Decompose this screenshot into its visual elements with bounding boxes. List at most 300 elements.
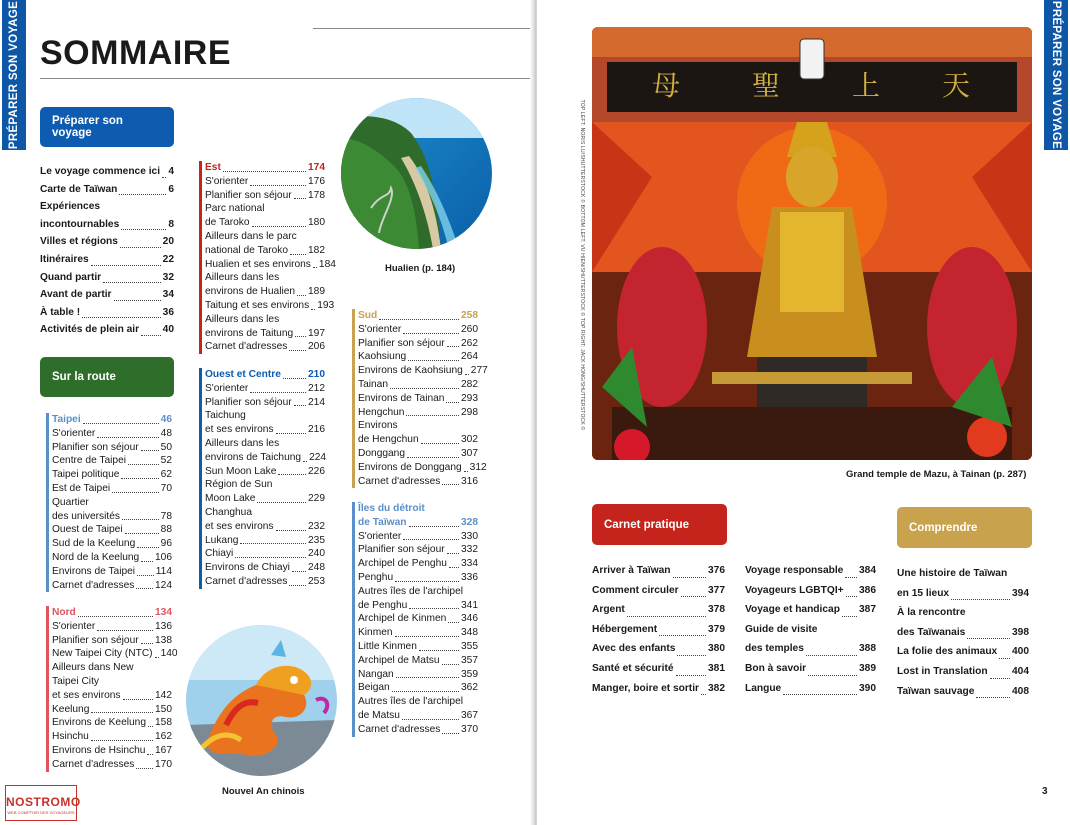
toc-entry-label[interactable]: Région de Sun <box>205 479 273 491</box>
toc-entry[interactable] <box>745 561 876 581</box>
toc-entry[interactable] <box>205 547 325 561</box>
page-number: 3 <box>1042 786 1048 797</box>
toc-entry-page: 46 <box>160 414 172 425</box>
toc-entry-label[interactable]: Une histoire de Taïwan <box>897 568 1008 579</box>
toc-entry[interactable] <box>358 599 478 613</box>
toc-leader-dots <box>235 557 306 558</box>
toc-entry[interactable] <box>52 454 172 468</box>
toc-leader-dots <box>464 471 468 472</box>
toc-section-heading[interactable] <box>358 516 478 530</box>
toc-leader-dots <box>278 474 306 475</box>
toc-entry[interactable] <box>52 744 172 758</box>
toc-entry[interactable] <box>40 163 174 181</box>
toc-entry[interactable] <box>205 561 325 575</box>
toc-entry-label: incontournables <box>40 218 120 230</box>
nostromo-logo[interactable] <box>5 785 81 821</box>
toc-entry[interactable] <box>592 600 725 620</box>
toc-leader-dots <box>408 360 459 361</box>
toc-entry[interactable] <box>205 520 325 534</box>
toc-entry-label: Moon Lake <box>205 493 256 505</box>
toc-entry[interactable] <box>592 659 725 679</box>
toc-entry[interactable] <box>358 323 478 337</box>
left-page <box>0 0 533 825</box>
toc-nord <box>52 606 178 772</box>
toc-entry-label[interactable]: Quartier <box>52 496 89 508</box>
toc-section-heading[interactable] <box>52 606 172 620</box>
chip-comprendre[interactable]: Comprendre <box>897 507 1032 548</box>
toc-entry[interactable] <box>358 543 478 557</box>
toc-entry-label: Hébergement <box>592 623 658 635</box>
toc-entry-label: Archipel de Kinmen <box>358 613 447 625</box>
toc-entry-label: Planifier son séjour <box>358 337 445 349</box>
toc-leader-dots <box>97 437 158 438</box>
toc-entry-page: 62 <box>160 469 172 481</box>
toc-entry-page: 158 <box>155 717 172 729</box>
toc-entry[interactable] <box>205 244 325 258</box>
toc-entry[interactable] <box>745 600 876 620</box>
toc-leader-dots <box>313 267 317 268</box>
toc-entry-page: 334 <box>461 558 478 570</box>
toc-leader-dots <box>406 415 459 416</box>
toc-entry[interactable] <box>52 551 172 565</box>
toc-entry[interactable] <box>205 175 325 189</box>
toc-leader-dots <box>419 650 459 651</box>
temple-sign-char: 天 <box>942 69 971 102</box>
toc-entry-label[interactable]: Ailleurs dans les <box>205 272 280 284</box>
toc-leader-dots <box>276 433 306 434</box>
toc-entry-page: 390 <box>859 682 876 694</box>
toc-entry-page: 134 <box>155 607 172 618</box>
toc-leader-dots <box>82 317 160 318</box>
toc-leader-dots <box>967 638 1010 639</box>
toc-entry-label: Environs de Donggang <box>358 461 462 473</box>
toc-entry-label[interactable]: Taichung <box>205 410 246 422</box>
toc-entry-label: S'orienter <box>52 427 96 439</box>
toc-leader-dots <box>141 643 153 644</box>
toc-entry-page: 386 <box>859 584 876 596</box>
toc-entry[interactable] <box>358 668 478 682</box>
toc-leader-dots <box>141 561 153 562</box>
section-bar <box>46 413 49 592</box>
toc-comprendre <box>897 564 1029 701</box>
toc-entry[interactable] <box>205 396 325 410</box>
toc-entry-page: 96 <box>160 538 172 550</box>
toc-entry-label: Nord <box>52 607 76 618</box>
toc-entry[interactable] <box>205 492 325 506</box>
toc-entry[interactable] <box>358 461 487 475</box>
toc-entry-label: des Taïwanais <box>897 626 966 638</box>
toc-entry[interactable] <box>745 581 876 601</box>
toc-entry[interactable] <box>358 392 478 406</box>
toc-entry[interactable] <box>358 364 488 378</box>
toc-entry[interactable] <box>358 530 478 544</box>
toc-entry[interactable] <box>52 510 172 524</box>
toc-leader-dots <box>627 616 706 617</box>
toc-entry[interactable] <box>592 561 725 581</box>
toc-entry-page: 140 <box>160 648 178 660</box>
toc-entry[interactable] <box>358 475 478 489</box>
toc-entry-label: Lost in Translation <box>897 665 988 677</box>
toc-leader-dots <box>395 581 459 582</box>
toc-entry-page: 260 <box>461 323 478 335</box>
toc-entry[interactable] <box>358 612 478 626</box>
toc-entry-page: 398 <box>1012 626 1029 638</box>
toc-leader-dots <box>465 374 469 375</box>
toc-entry[interactable] <box>745 679 876 699</box>
toc-entry-label[interactable]: Ailleurs dans New <box>52 662 134 674</box>
toc-leader-dots <box>403 539 459 540</box>
toc-entry[interactable] <box>52 634 172 648</box>
toc-entry-label[interactable]: Changhua <box>205 506 253 518</box>
toc-leader-dots <box>407 457 459 458</box>
toc-entry[interactable] <box>897 623 1029 643</box>
toc-entry[interactable] <box>40 233 174 251</box>
toc-section-heading[interactable] <box>205 368 325 382</box>
toc-entry-label: et ses environs <box>205 520 274 532</box>
toc-entry-page: 378 <box>708 604 725 616</box>
toc-leader-dots <box>103 282 161 283</box>
toc-entry[interactable] <box>205 299 335 313</box>
toc-entry-label: Carnet d'adresses <box>205 341 288 353</box>
toc-entry[interactable] <box>52 482 172 496</box>
toc-entry[interactable] <box>205 327 325 341</box>
temple-caption: Grand temple de Mazu, à Tainan (p. 287) <box>846 469 1027 480</box>
toc-entry[interactable] <box>205 216 325 230</box>
toc-entry[interactable] <box>52 427 172 441</box>
toc-entry-label[interactable]: Guide de visite <box>745 623 818 635</box>
toc-entry-page: 293 <box>461 392 478 404</box>
toc-leader-dots <box>842 616 857 617</box>
toc-entry[interactable] <box>205 423 325 437</box>
toc-entry[interactable] <box>40 269 174 287</box>
toc-entry-label: de Hengchun <box>358 434 419 446</box>
toc-entry-page: 52 <box>160 455 172 467</box>
toc-entry-label: Quand partir <box>40 271 102 283</box>
toc-entry[interactable] <box>52 730 172 744</box>
toc-entry[interactable] <box>205 451 325 465</box>
toc-entry-label: Taïwan sauvage <box>897 685 975 697</box>
toc-entry[interactable] <box>592 639 725 659</box>
toc-entry-label: de Matsu <box>358 709 400 721</box>
toc-entry[interactable] <box>205 534 325 548</box>
toc-entry-label[interactable]: Taipei City <box>52 675 99 687</box>
toc-entry-page: 377 <box>708 584 725 596</box>
toc-entry-label: Sud <box>358 310 378 321</box>
toc-section-heading[interactable] <box>205 161 325 175</box>
toc-entry-label: national de Taroko <box>205 244 289 256</box>
toc-leader-dots <box>676 675 706 676</box>
page-title: SOMMAIRE <box>40 34 231 72</box>
dragon-caption: Nouvel An chinois <box>222 786 305 797</box>
toc-entry-label[interactable]: À la rencontre <box>897 607 966 619</box>
toc-entry[interactable] <box>40 304 174 322</box>
toc-entry[interactable] <box>897 642 1029 662</box>
toc-leader-dots <box>442 733 459 734</box>
toc-entry-page: 167 <box>155 744 172 756</box>
toc-entry-label: environs de Taichung <box>205 451 302 463</box>
toc-est <box>205 161 336 354</box>
toc-entry-label: Ouest et Centre <box>205 369 281 380</box>
toc-entry-label: Penghu <box>358 571 394 583</box>
toc-section-heading[interactable] <box>358 309 478 323</box>
toc-entry-page: 178 <box>308 189 325 201</box>
toc-entry[interactable] <box>592 620 725 640</box>
toc-entry-page: 341 <box>461 599 478 611</box>
toc-entry[interactable] <box>205 340 325 354</box>
toc-entry-page: 206 <box>308 341 325 353</box>
toc-preparer <box>40 163 174 339</box>
toc-leader-dots <box>442 664 459 665</box>
toc-leader-dots <box>303 461 307 462</box>
toc-leader-dots <box>447 553 459 554</box>
toc-leader-dots <box>123 699 153 700</box>
toc-entry-label: La folie des animaux <box>897 646 998 658</box>
toc-entry-label: Carnet d'adresses <box>52 758 135 770</box>
toc-entry[interactable] <box>205 285 325 299</box>
toc-entry-label: S'orienter <box>358 323 402 335</box>
toc-entry-label: Hsinchu <box>52 731 89 743</box>
toc-entry-page: 404 <box>1012 665 1029 677</box>
toc-sud <box>358 309 488 488</box>
toc-entry[interactable] <box>52 537 172 551</box>
toc-leader-dots <box>806 655 857 656</box>
toc-entry-label: Taipei <box>52 414 81 425</box>
toc-entry[interactable] <box>52 441 172 455</box>
toc-leader-dots <box>421 443 459 444</box>
toc-entry-label: Voyage responsable <box>745 565 844 576</box>
chip-sur-la-route[interactable]: Sur la route <box>40 357 174 397</box>
toc-leader-dots <box>845 577 857 578</box>
toc-leader-dots <box>78 616 153 617</box>
toc-entry[interactable] <box>897 662 1029 682</box>
toc-leader-dots <box>976 697 1010 698</box>
toc-entry[interactable] <box>52 689 172 703</box>
toc-leader-dots <box>449 567 459 568</box>
toc-entry-page: 114 <box>155 565 172 577</box>
toc-leader-dots <box>283 378 306 379</box>
toc-entry-label: Argent <box>592 604 625 616</box>
toc-entry-page: 312 <box>469 461 487 473</box>
toc-entry-label: Voyageurs LGBTQI+ <box>745 584 844 596</box>
toc-entry-label: environs de Hualien <box>205 286 296 298</box>
toc-iles <box>358 502 478 737</box>
toc-entry-page: 106 <box>155 551 172 563</box>
toc-leader-dots <box>390 388 459 389</box>
toc-entry[interactable] <box>52 468 172 482</box>
toc-entry[interactable] <box>40 181 174 199</box>
toc-entry-label: Tainan <box>358 378 389 390</box>
toc-leader-dots <box>162 177 166 178</box>
toc-entry-label: Planifier son séjour <box>205 189 292 201</box>
toc-entry-label[interactable]: Ailleurs dans le parc <box>205 230 297 242</box>
toc-entry-label: Manger, boire et sortir <box>592 682 699 694</box>
toc-entry-label[interactable]: Autres îles de l'archipel <box>358 696 464 708</box>
toc-entry-page: 174 <box>308 162 325 173</box>
toc-entry[interactable] <box>52 579 172 593</box>
toc-entry[interactable] <box>897 682 1029 702</box>
chip-carnet-pratique[interactable]: Carnet pratique <box>592 504 727 545</box>
toc-leader-dots <box>289 350 306 351</box>
toc-leader-dots <box>951 599 1010 600</box>
toc-entry-page: 277 <box>470 365 488 377</box>
toc-leader-dots <box>999 658 1010 659</box>
toc-entry[interactable] <box>40 321 174 339</box>
section-tab <box>1044 0 1068 150</box>
toc-entry[interactable] <box>745 659 876 679</box>
toc-entry-label[interactable]: Parc national <box>205 203 265 215</box>
toc-section-heading[interactable]: Îles du détroit <box>358 503 425 514</box>
toc-entry[interactable] <box>592 679 725 699</box>
toc-entry-label: Avec des enfants <box>592 643 676 655</box>
toc-leader-dots <box>91 712 153 713</box>
toc-entry[interactable] <box>52 758 172 772</box>
toc-entry-page: 380 <box>708 643 725 655</box>
toc-entry[interactable] <box>52 620 172 634</box>
toc-entry[interactable] <box>358 337 478 351</box>
toc-entry[interactable] <box>358 654 478 668</box>
toc-entry-label: Environs de Hsinchu <box>52 744 146 756</box>
toc-entry[interactable] <box>358 447 478 461</box>
toc-entry[interactable] <box>358 681 478 695</box>
dragon-photo <box>186 625 337 776</box>
toc-section-heading[interactable] <box>52 413 172 427</box>
toc-entry-label: Langue <box>745 682 782 694</box>
toc-leader-dots <box>446 402 459 403</box>
toc-leader-dots <box>392 691 459 692</box>
toc-entry[interactable] <box>358 709 478 723</box>
toc-entry-label[interactable]: Ailleurs dans les <box>205 437 280 449</box>
toc-entry-page: 355 <box>461 640 478 652</box>
toc-entry[interactable] <box>52 523 172 537</box>
toc-entry[interactable] <box>40 216 174 234</box>
toc-entry[interactable] <box>358 433 478 447</box>
toc-entry[interactable] <box>40 251 174 269</box>
section-taipei <box>52 413 172 592</box>
toc-entry[interactable] <box>205 575 325 589</box>
toc-entry-label: Voyage et handicap <box>745 604 840 616</box>
toc-leader-dots <box>114 300 161 301</box>
temple-photo <box>592 27 1032 460</box>
toc-leader-dots <box>447 346 459 347</box>
toc-entry-page: 4 <box>168 166 174 177</box>
toc-entry-label: Archipel de Penghu <box>358 558 447 570</box>
toc-entry[interactable] <box>205 189 325 203</box>
toc-entry-page: 138 <box>155 634 172 646</box>
toc-entry[interactable] <box>358 350 478 364</box>
toc-leader-dots <box>311 309 315 310</box>
toc-leader-dots <box>990 678 1010 679</box>
toc-leader-dots <box>155 657 159 658</box>
toc-entry[interactable] <box>358 640 478 654</box>
toc-entry[interactable] <box>358 406 478 420</box>
toc-entry[interactable] <box>52 565 172 579</box>
toc-entry-page: 150 <box>155 703 172 715</box>
toc-leader-dots <box>141 335 161 336</box>
toc-entry[interactable] <box>592 581 725 601</box>
toc-entry-label: environs de Taitung <box>205 327 294 339</box>
toc-entry-label: Keelung <box>52 703 90 715</box>
toc-entry-label: Le voyage commence ici <box>40 166 161 177</box>
toc-entry[interactable] <box>358 378 478 392</box>
toc-leader-dots <box>250 185 306 186</box>
toc-entry-label: Archipel de Matsu <box>358 654 440 666</box>
toc-entry[interactable] <box>52 716 172 730</box>
toc-entry-label: des temples <box>745 643 804 655</box>
toc-entry-page: 197 <box>308 327 325 339</box>
right-page <box>537 0 1070 825</box>
toc-entry-page: 180 <box>308 217 325 229</box>
toc-entry-label: Little Kinmen <box>358 640 417 652</box>
toc-leader-dots <box>141 450 159 451</box>
photo-credit <box>577 50 587 480</box>
toc-carnet-col1 <box>592 561 725 698</box>
toc-entry[interactable] <box>358 626 478 640</box>
toc-entry-page: 124 <box>155 579 172 591</box>
toc-entry-label: Taipei politique <box>52 469 120 481</box>
toc-leader-dots <box>137 575 154 576</box>
toc-entry-label: Taitung et ses environs <box>205 299 310 311</box>
toc-entry-page: 50 <box>160 441 172 453</box>
toc-leader-dots <box>442 484 459 485</box>
toc-entry-page: 316 <box>461 475 478 487</box>
section-bar <box>352 309 355 488</box>
toc-entry[interactable] <box>358 723 478 737</box>
chip-preparer[interactable]: Préparer son voyage <box>40 107 174 147</box>
toc-leader-dots <box>808 675 857 676</box>
toc-leader-dots <box>294 198 306 199</box>
toc-entry-label: Est <box>205 162 221 173</box>
toc-entry-label: Planifier son séjour <box>52 634 139 646</box>
toc-entry-label: Lukang <box>205 534 239 546</box>
photo-credit-text: TOP LEFT: NORIS LU/SHUTTERSTOCK © BOTTOM LEFT: VU HIEN/SHUTTERSTOCK © TOP RIGHT: JACK HONG/SHUTTERSTOCK © <box>579 99 585 431</box>
toc-leader-dots <box>252 226 306 227</box>
section-bar <box>352 502 355 737</box>
toc-entry-label[interactable]: Ailleurs dans les <box>205 313 280 325</box>
toc-entry-page: 330 <box>461 530 478 542</box>
toc-entry[interactable] <box>205 258 336 272</box>
toc-entry-page: 389 <box>859 662 876 674</box>
toc-entry[interactable] <box>358 557 478 571</box>
section-ouest <box>205 368 325 589</box>
toc-entry-page: 170 <box>155 758 172 770</box>
toc-entry-page: 32 <box>162 271 174 283</box>
toc-entry-page: 210 <box>308 369 325 380</box>
toc-entry[interactable] <box>40 286 174 304</box>
toc-entry[interactable] <box>205 465 325 479</box>
toc-entry[interactable] <box>745 639 876 659</box>
section-tab-label: PRÉPARER SON VOYAGE <box>8 0 20 150</box>
toc-entry-label[interactable]: Autres îles de l'archipel <box>358 585 464 597</box>
toc-entry-label: Carte de Taïwan <box>40 183 118 195</box>
toc-entry-page: 298 <box>461 406 478 418</box>
toc-entry-page: 248 <box>308 562 325 574</box>
toc-entry-label[interactable]: Expériences <box>40 201 101 213</box>
toc-entry-page: 22 <box>162 253 174 265</box>
toc-leader-dots <box>137 547 158 548</box>
toc-entry-page: 282 <box>461 378 478 390</box>
toc-leader-dots <box>136 768 153 769</box>
toc-entry-label[interactable]: Environs <box>358 420 398 432</box>
toc-entry[interactable] <box>52 647 178 661</box>
toc-entry-label: Environs de Chiayi <box>205 562 290 574</box>
toc-ouest <box>205 368 325 589</box>
toc-entry[interactable] <box>358 571 478 585</box>
toc-entry[interactable] <box>52 703 172 717</box>
toc-entry[interactable] <box>205 382 325 396</box>
toc-leader-dots <box>91 265 161 266</box>
toc-entry[interactable] <box>897 584 1029 604</box>
toc-leader-dots <box>290 254 306 255</box>
